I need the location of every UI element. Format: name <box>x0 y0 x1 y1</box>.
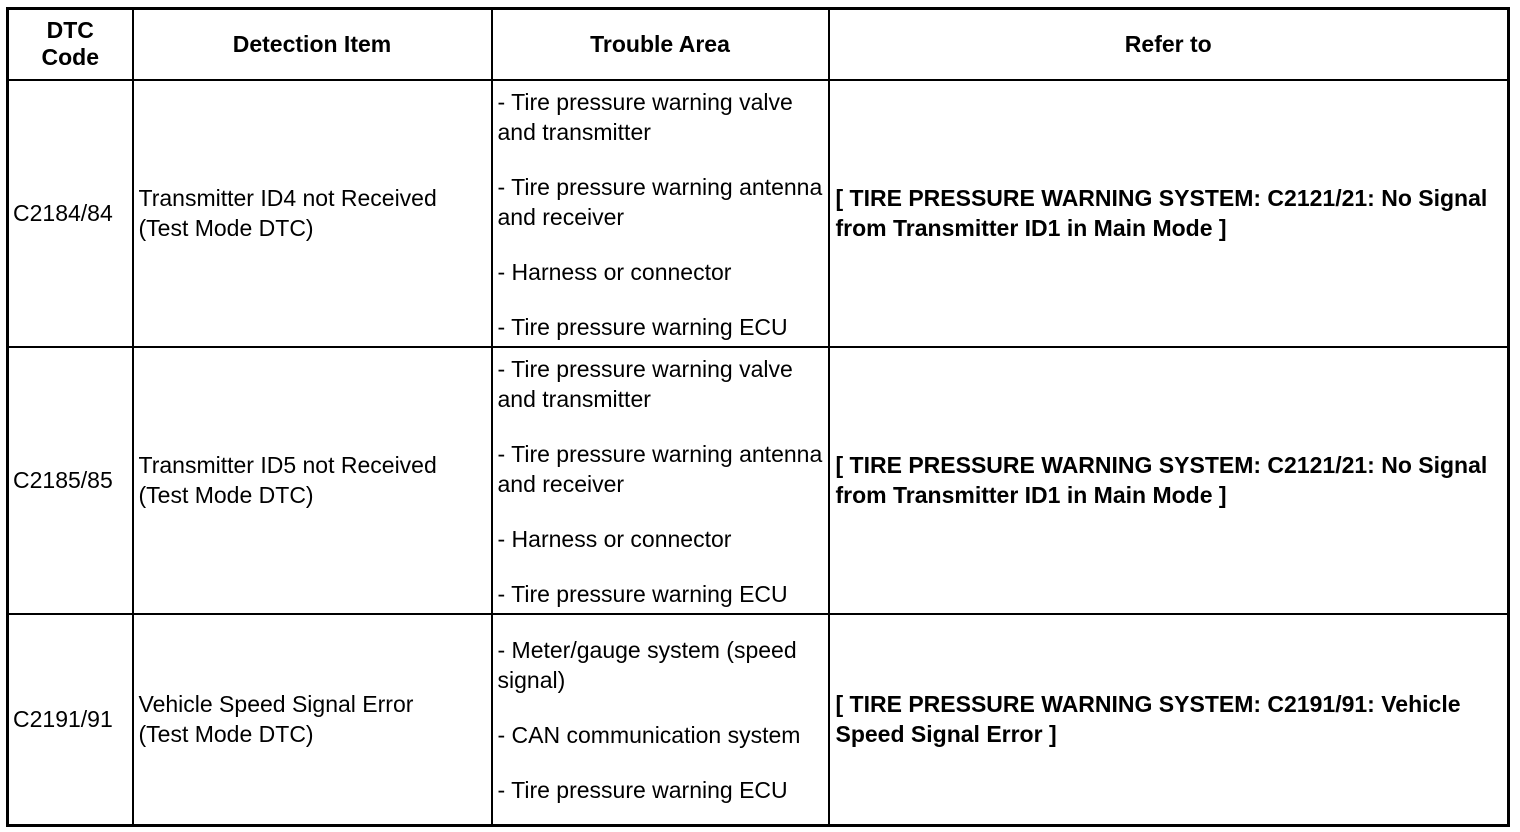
detection-item-line2: (Test Mode DTC) <box>138 482 314 508</box>
trouble-area-item: - Tire pressure warning valve and transmitter <box>497 356 793 412</box>
detection-item-cell <box>133 614 492 826</box>
detection-item-cell <box>133 80 492 347</box>
trouble-area-cell <box>492 80 829 347</box>
header-trouble-area: Trouble Area <box>492 9 829 80</box>
trouble-area-item: - Tire pressure warning valve and transmitter <box>497 89 793 145</box>
detection-item-line1: Vehicle Speed Signal Error <box>138 691 414 718</box>
dtc-code-cell: C2184/84 <box>8 80 133 347</box>
table-row <box>8 614 1509 826</box>
dtc-code-cell: C2191/91 <box>8 614 133 826</box>
detection-item-line1: Transmitter ID5 not Received <box>138 452 437 478</box>
trouble-area-item: - Tire pressure warning antenna and receiver <box>497 441 823 497</box>
trouble-area-item: - Tire pressure warning antenna and receiver <box>497 174 823 230</box>
detection-item-cell <box>133 347 492 614</box>
trouble-area-item: - Tire pressure warning ECU <box>497 314 788 340</box>
trouble-area-item: - Meter/gauge system (speed signal) <box>497 637 797 694</box>
trouble-area-item: - Harness or connector <box>497 259 732 285</box>
header-row <box>8 9 1509 80</box>
table-row <box>8 80 1509 347</box>
refer-to-link[interactable]: [ TIRE PRESSURE WARNING SYSTEM: C2121/21: No Signal from Transmitter ID1 in Main Mode ] <box>829 347 1509 614</box>
trouble-area-item: - Tire pressure warning ECU <box>497 777 788 804</box>
header-detection-item: Detection Item <box>133 9 492 80</box>
refer-to-link[interactable]: [ TIRE PRESSURE WARNING SYSTEM: C2121/21: No Signal from Transmitter ID1 in Main Mode ] <box>829 80 1509 347</box>
dtc-table <box>6 7 1510 827</box>
detection-item-line1: Transmitter ID4 not Received <box>138 185 437 211</box>
trouble-area-cell <box>492 347 829 614</box>
header-dtc-code <box>8 9 133 80</box>
trouble-area-item: - Tire pressure warning ECU <box>497 581 788 607</box>
header-dtc-code-line2: Code <box>41 44 99 71</box>
detection-item-line2: (Test Mode DTC) <box>138 215 314 241</box>
detection-item-line2: (Test Mode DTC) <box>138 721 314 748</box>
header-refer-to: Refer to <box>829 9 1509 80</box>
dtc-code-cell: C2185/85 <box>8 347 133 614</box>
header-dtc-code-line1: DTC <box>46 17 94 44</box>
trouble-area-cell <box>492 614 829 826</box>
refer-to-link[interactable]: [ TIRE PRESSURE WARNING SYSTEM: C2191/91: Vehicle Speed Signal Error ] <box>829 614 1509 826</box>
trouble-area-item: - Harness or connector <box>497 526 732 552</box>
table-row <box>8 347 1509 614</box>
trouble-area-item: - CAN communication system <box>497 722 801 749</box>
